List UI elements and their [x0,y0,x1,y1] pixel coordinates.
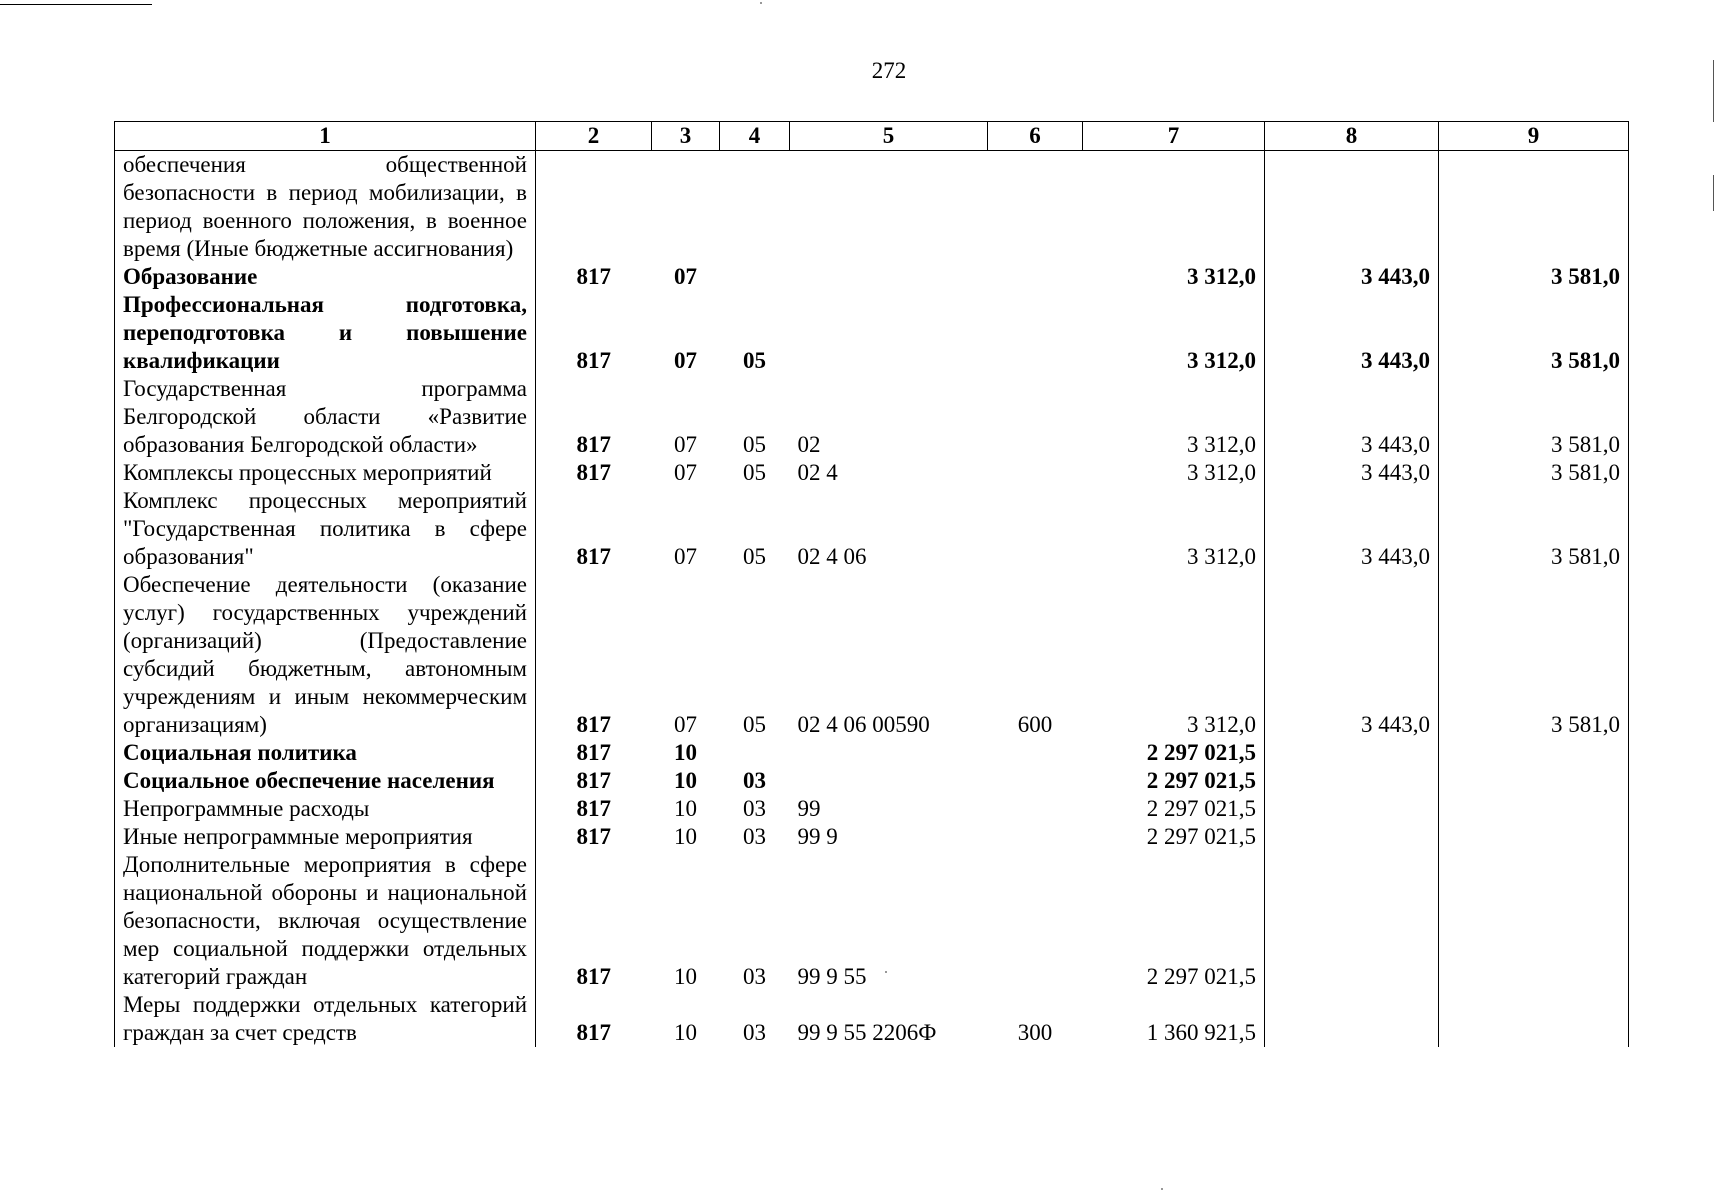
code-admin-cell: 817 [536,263,652,291]
amount-year2-cell: 3 443,0 [1265,459,1439,487]
expense-type-cell [988,291,1083,375]
target-article-cell [790,263,988,291]
expense-type-cell [988,795,1083,823]
subsection-cell [720,739,790,767]
row-name-cell: Государственная программа Белгородской области «Развитие образования Белгородской области» [115,375,536,459]
table-row [115,459,1629,487]
expense-type-cell [988,767,1083,795]
amount-year2-cell [1265,851,1439,991]
subsection-cell: 05 [743,544,766,569]
expense-type-cell: 600 [1017,712,1053,737]
table-row [115,767,1629,795]
code-admin-cell: 817 [536,823,652,851]
table-row [115,375,1629,459]
amount-year3-cell [1439,991,1629,1047]
code-admin-cell: 817 [536,739,652,767]
amount-year1-cell: 1 360 921,5 [1083,991,1265,1047]
subsection-cell: 03 [743,796,766,821]
row-name-cell: Непрограммные расходы [115,795,536,823]
expense-type-cell [988,459,1083,487]
page-number: 272 [871,58,907,83]
amount-year1-cell: 3 312,0 [1083,263,1265,291]
row-name-cell: Меры поддержки отдельных категорий граждан за счет средств [115,991,536,1047]
code-admin-cell [536,151,652,264]
table-row [115,151,1629,264]
amount-year1-cell: 3 312,0 [1083,487,1265,571]
row-name-cell: Обеспечение деятельности (оказание услуг) государственных учреждений (организаций) (Предоставление субсидий бюджетным, автономным учреждениям и иным некоммерческим организациям) [115,571,536,739]
code-admin-cell: 817 [536,487,652,571]
expense-type-cell: 300 [1017,1020,1053,1045]
section-cell: 10 [674,796,697,821]
code-admin-cell: 817 [536,459,652,487]
margin-mark [1713,175,1714,211]
amount-year2-cell: 3 443,0 [1265,263,1439,291]
amount-year2-cell: 3 443,0 [1265,487,1439,571]
amount-year1-cell: 2 297 021,5 [1083,739,1265,767]
target-article-cell [790,767,988,795]
amount-year3-cell: 3 581,0 [1439,263,1629,291]
table-header-row [115,122,1629,151]
row-name-cell: Иные непрограммные мероприятия [115,823,536,851]
amount-year1-cell: 2 297 021,5 [1083,795,1265,823]
code-admin-cell: 817 [536,851,652,991]
subsection-cell [720,263,790,291]
margin-mark [1713,60,1714,122]
target-article-cell [790,151,988,264]
subsection-cell: 05 [743,348,766,373]
expense-type-cell [988,487,1083,571]
column-header: 4 [720,122,790,151]
amount-year2-cell [1265,739,1439,767]
expense-type-cell [988,263,1083,291]
section-cell: 10 [674,768,697,793]
code-admin-cell: 817 [536,795,652,823]
amount-year3-cell [1439,851,1629,991]
amount-year1-cell: 3 312,0 [1083,375,1265,459]
section-cell: 07 [674,544,697,569]
amount-year2-cell [1265,823,1439,851]
subsection-cell: 03 [743,964,766,989]
expense-type-cell [988,823,1083,851]
row-name-cell: Комплексы процессных мероприятий [115,459,536,487]
column-header: 3 [652,122,720,151]
column-header: 6 [988,122,1083,151]
row-name-cell: Образование [115,263,536,291]
table-row [115,991,1629,1047]
subsection-cell: 03 [743,768,766,793]
target-article-cell: 99 [797,796,821,821]
expense-type-cell [988,151,1083,264]
amount-year2-cell [1265,151,1439,264]
amount-year2-cell: 3 443,0 [1265,375,1439,459]
row-name-cell: Профессиональная подготовка, переподготовка и повышение квалификации [115,291,536,375]
subsection-cell: 03 [743,824,766,849]
subsection-cell: 05 [743,712,766,737]
amount-year3-cell [1439,739,1629,767]
column-header: 8 [1265,122,1439,151]
row-name-cell: Комплекс процессных мероприятий "Государственная политика в сфере образования" [115,487,536,571]
row-name-cell: Социальная политика [115,739,536,767]
target-article-cell [790,739,988,767]
amount-year2-cell: 3 443,0 [1265,571,1439,739]
budget-table [114,121,1629,1047]
table-row [115,487,1629,571]
section-cell: 07 [674,264,697,289]
amount-year3-cell: 3 581,0 [1439,291,1629,375]
top-rule-line [0,4,152,5]
target-article-cell: 99 9 55 2206Ф [797,1020,937,1045]
amount-year3-cell: 3 581,0 [1439,375,1629,459]
table-row [115,571,1629,739]
scan-speck [1161,1188,1163,1190]
amount-year3-cell [1439,151,1629,264]
section-cell: 10 [674,740,697,765]
column-header: 5 [790,122,988,151]
subsection-cell [720,151,790,264]
section-cell: 10 [674,824,697,849]
amount-year2-cell [1265,767,1439,795]
amount-year1-cell: 3 312,0 [1083,571,1265,739]
amount-year2-cell [1265,795,1439,823]
amount-year3-cell [1439,795,1629,823]
section-cell: 07 [674,712,697,737]
table-body [115,151,1629,1048]
amount-year2-cell: 3 443,0 [1265,291,1439,375]
section-cell: 10 [674,1020,697,1045]
amount-year1-cell [1083,151,1265,264]
target-article-cell: 99 9 55 [797,964,867,989]
code-admin-cell: 817 [536,571,652,739]
amount-year2-cell [1265,991,1439,1047]
table-row [115,851,1629,991]
row-name-cell: Социальное обеспечение населения [115,767,536,795]
amount-year3-cell [1439,823,1629,851]
amount-year1-cell: 3 312,0 [1083,291,1265,375]
section-cell: 07 [674,432,697,457]
subsection-cell: 03 [743,1020,766,1045]
scan-speck [760,2,762,4]
subsection-cell: 05 [743,460,766,485]
code-admin-cell: 817 [536,991,652,1047]
subsection-cell: 05 [743,432,766,457]
target-article-cell: 02 4 06 [797,544,867,569]
section-cell [652,151,720,264]
target-article-cell: 99 9 [797,824,838,849]
target-article-cell: 02 [797,432,821,457]
column-header: 7 [1083,122,1265,151]
table-row [115,291,1629,375]
target-article-cell: 02 4 06 00590 [797,712,930,737]
column-header: 9 [1439,122,1629,151]
expense-type-cell [988,375,1083,459]
expense-type-cell [988,851,1083,991]
section-cell: 07 [674,348,697,373]
amount-year1-cell: 2 297 021,5 [1083,767,1265,795]
table-row [115,795,1629,823]
code-admin-cell: 817 [536,291,652,375]
target-article-cell: 02 4 [797,460,838,485]
section-cell: 10 [674,964,697,989]
amount-year3-cell: 3 581,0 [1439,487,1629,571]
expense-type-cell [988,739,1083,767]
table-row [115,739,1629,767]
amount-year1-cell: 2 297 021,5 [1083,823,1265,851]
row-name-cell: обеспечения общественной безопасности в период мобилизации, в период военного положения, в военное время (Иные бюджетные ассигнования) [115,151,536,264]
code-admin-cell: 817 [536,767,652,795]
amount-year3-cell: 3 581,0 [1439,571,1629,739]
amount-year1-cell: 3 312,0 [1083,459,1265,487]
amount-year1-cell: 2 297 021,5 [1083,851,1265,991]
column-header: 2 [536,122,652,151]
table-row [115,263,1629,291]
table-row [115,823,1629,851]
section-cell: 07 [674,460,697,485]
column-header: 1 [115,122,536,151]
code-admin-cell: 817 [536,375,652,459]
row-name-cell: Дополнительные мероприятия в сфере национальной обороны и национальной безопасности, включая осуществление мер социальной поддержки отдельных категорий граждан [115,851,536,991]
amount-year3-cell: 3 581,0 [1439,459,1629,487]
amount-year3-cell [1439,767,1629,795]
target-article-cell [790,291,988,375]
